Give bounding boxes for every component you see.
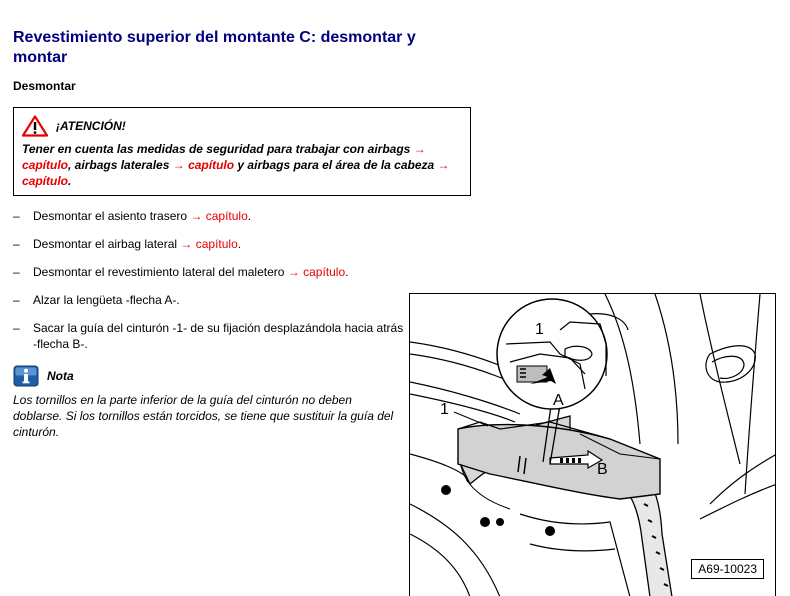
list-item: – Desmontar el airbag lateral → capítulo. [13, 237, 242, 251]
figure-code: A69-10023 [691, 559, 764, 579]
info-icon [13, 365, 39, 387]
label-part-1-detail: 1 [535, 321, 544, 338]
list-item: – Desmontar el asiento trasero → capítulo. [13, 209, 252, 223]
chapter-link[interactable]: → capítulo [287, 265, 346, 279]
step-list [13, 208, 408, 364]
warning-text: Tener en cuenta las medidas de seguridad para trabajar con airbags → capítulo, airbags laterales → capítulo y airbags para el área de la cabeza → capítulo. [22, 142, 450, 188]
warning-title: ¡ATENCIÓN! [56, 119, 126, 133]
chapter-link[interactable]: → capítulo [172, 158, 235, 172]
chapter-link[interactable]: → capítulo [180, 237, 238, 251]
list-item: – Sacar la guía del cinturón -1- de su fijación desplazándola hacia atrás -flecha B-. [13, 321, 404, 351]
warning-box [13, 107, 471, 196]
warning-triangle-icon [22, 115, 48, 137]
chapter-link[interactable]: → capítulo [22, 142, 426, 172]
note-header [13, 365, 74, 387]
belt-guide-drawing [410, 294, 776, 596]
label-part-1: 1 [440, 401, 449, 418]
chapter-link[interactable]: → capítulo [22, 158, 450, 188]
label-arrow-b: B [597, 461, 608, 478]
label-arrow-a: A [553, 392, 564, 409]
chapter-link[interactable]: → capítulo [190, 209, 248, 223]
section-heading: Desmontar [13, 79, 76, 93]
list-item: – Alzar la lengüeta -flecha A-. [13, 293, 180, 307]
technical-illustration [409, 293, 776, 596]
list-item: – Desmontar el revestimiento lateral del maletero → capítulo. [13, 265, 349, 279]
note-title: Nota [47, 369, 74, 383]
page-title: Revestimiento superior del montante C: desmontar y montar [13, 29, 416, 66]
note-text: Los tornillos en la parte inferior de la guía del cinturón no deben doblarse. Si los tornillos están torcidos, se tiene que sustituir la guía del cinturón. [13, 393, 394, 439]
